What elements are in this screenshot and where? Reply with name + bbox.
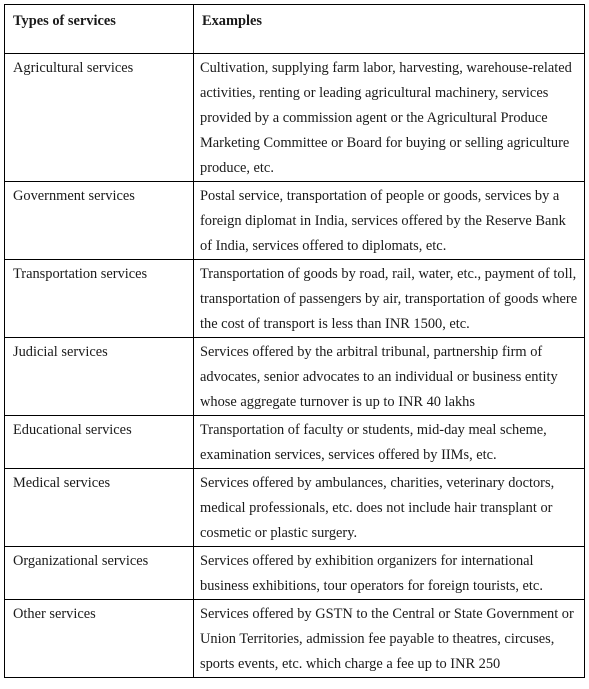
service-type-cell: Medical services: [5, 469, 194, 547]
services-table: [4, 4, 585, 678]
table-header: [5, 5, 585, 54]
header-types-of-services: Types of services: [5, 5, 194, 54]
table-row: [5, 469, 585, 547]
table-row: [5, 260, 585, 338]
service-type-cell: Organizational services: [5, 547, 194, 600]
service-type-cell: Transportation services: [5, 260, 194, 338]
table-row: [5, 182, 585, 260]
table-row: [5, 600, 585, 678]
header-row: [5, 5, 585, 54]
table-row: [5, 547, 585, 600]
service-type-cell: Government services: [5, 182, 194, 260]
service-examples-cell: Transportation of goods by road, rail, water, etc., payment of toll, transportation of passengers by air, transportation of goods where the cost of transport is less than INR 1500, etc.: [194, 260, 585, 338]
table-row: [5, 416, 585, 469]
table-row: [5, 338, 585, 416]
header-examples: Examples: [194, 5, 585, 54]
service-examples-cell: Services offered by ambulances, charities, veterinary doctors, medical professionals, etc. does not include hair transplant or cosmetic or plastic surgery.: [194, 469, 585, 547]
service-type-cell: Educational services: [5, 416, 194, 469]
service-examples-cell: Transportation of faculty or students, mid-day meal scheme, examination services, services offered by IIMs, etc.: [194, 416, 585, 469]
table-body: [5, 54, 585, 678]
service-type-cell: Other services: [5, 600, 194, 678]
service-type-cell: Judicial services: [5, 338, 194, 416]
service-type-cell: Agricultural services: [5, 54, 194, 182]
service-examples-cell: Services offered by the arbitral tribunal, partnership firm of advocates, senior advocates to an individual or business entity whose aggregate turnover is up to INR 40 lakhs: [194, 338, 585, 416]
service-examples-cell: Postal service, transportation of people or goods, services by a foreign diplomat in India, services offered by the Reserve Bank of India, services offered to diplomats, etc.: [194, 182, 585, 260]
table-row: [5, 54, 585, 182]
service-examples-cell: Cultivation, supplying farm labor, harvesting, warehouse-related activities, renting or leading agricultural machinery, services provided by a commission agent or the Agricultural Produce Marketing Committee or Board for buying or selling agriculture produce, etc.: [194, 54, 585, 182]
service-examples-cell: Services offered by exhibition organizers for international business exhibitions, tour operators for foreign tourists, etc.: [194, 547, 585, 600]
service-examples-cell: Services offered by GSTN to the Central or State Government or Union Territories, admission fee payable to theatres, circuses, sports events, etc. which charge a fee up to INR 250: [194, 600, 585, 678]
